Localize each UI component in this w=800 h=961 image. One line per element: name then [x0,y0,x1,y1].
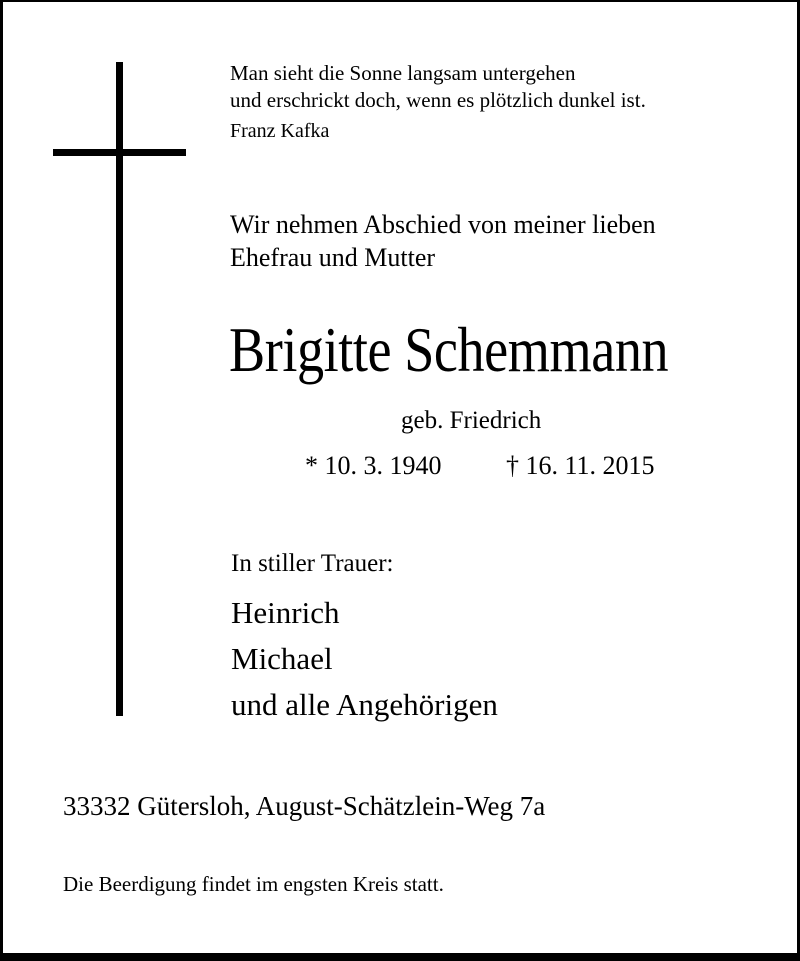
quote-line-2: und erschrickt doch, wenn es plötzlich dunkel ist. [230,88,646,112]
maiden-name: geb. Friedrich [401,407,542,434]
address: 33332 Gütersloh, August-Schätzlein-Weg 7a [63,791,546,821]
deceased-name: Brigitte Schemmann [229,315,669,385]
quote-line-1: Man sieht die Sonne langsam untergehen [230,61,576,85]
cross-icon-bar [53,149,186,156]
cross-icon [116,62,123,716]
mourner-name: Heinrich [231,595,340,630]
farewell-line-1: Wir nehmen Abschied von meiner lieben [230,210,656,239]
mourners-heading: In stiller Trauer: [231,550,394,577]
death-date: † 16. 11. 2015 [506,451,655,480]
quote-author: Franz Kafka [230,120,330,142]
farewell-line-2: Ehefrau und Mutter [230,243,436,272]
birth-date: * 10. 3. 1940 [305,451,442,480]
funeral-note: Die Beerdigung findet im engsten Kreis statt. [63,872,444,896]
mourner-name: Michael [231,641,333,676]
mourner-name: und alle Angehörigen [231,687,498,722]
